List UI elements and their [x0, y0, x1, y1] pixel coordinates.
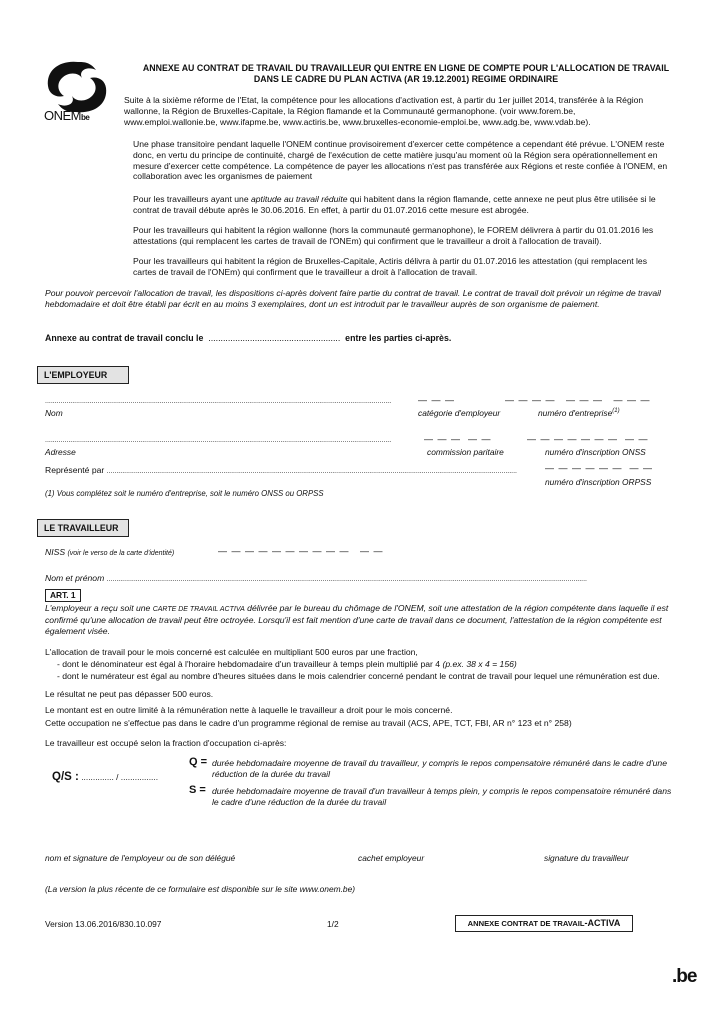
- q-definition: durée hebdomadaire moyenne de travail du travailleur, y compris le repos compensatoire rémunéré dans le cadre d'une réduction de la durée du travail: [212, 758, 667, 779]
- title-line-1: ANNEXE AU CONTRAT DE TRAVAIL DU TRAVAILLEUR QUI ENTRE EN LIGNE DE COMPTE POUR L'ALLOCATION DE TRAVAIL: [142, 63, 670, 73]
- annexe-date-line: Annexe au contrat de travail conclu le ...................................................... entre les parties ci-après.: [45, 333, 452, 343]
- cachet-employeur-label: cachet employeur: [358, 853, 425, 863]
- version-note: (La version la plus récente de ce formulaire est disponible sur le site www.onem.be): [45, 884, 356, 894]
- travailleur-heading: LE TRAVAILLEUR: [37, 519, 129, 537]
- numero-onss-field[interactable]: — — — — — — — — —: [527, 434, 649, 444]
- numero-orpss-field[interactable]: — — — — — — — —: [545, 463, 654, 473]
- art1-paragraph-2: L'allocation de travail pour le mois concerné est calculée en multipliant 500 euros par une fraction,: [45, 647, 418, 657]
- title-line-2: DANS LE CADRE DU PLAN ACTIVA (AR 19.12.2001) REGIME ORDINAIRE: [253, 73, 559, 84]
- form-reference-box: ANNEXE CONTRAT DE TRAVAIL-ACTIVA: [455, 915, 633, 932]
- art1-bullet-1: - dont le dénominateur est égal à l'horaire hebdomadaire d'un travailleur à temps plein multiplié par 4 (p.ex. 38 x 4 = 156): [57, 659, 517, 669]
- onss-label: numéro d'inscription ONSS: [545, 447, 646, 457]
- art1-heading: ART. 1: [45, 589, 81, 602]
- represente-par-line: Représenté par ...................................................................................................................................................................................................................: [45, 465, 517, 475]
- commission-label: commission paritaire: [427, 447, 504, 457]
- art1-paragraph-3: Le résultat ne peut pas dépasser 500 euros.: [45, 689, 214, 699]
- employeur-heading: L'EMPLOYEUR: [37, 366, 129, 384]
- onem-logo-text: ONEMbe: [44, 108, 90, 123]
- intro-paragraph-1: Suite à la sixième réforme de l'Etat, la compétence pour les allocations d'activation est, à partir du 1er juillet 2014, transférée à la Région wallonne, la Région de Bruxelles-Capitale, la Région flamande et la Communauté germanophone. (voir www.forem.be, www.emploi.wallonie.be, www.ifapme.be, www.actiris.be, www.bruxelles-economie-emploi.be, www.adg.be, www.vdab.be).: [124, 95, 644, 127]
- categorie-label: catégorie d'employeur: [418, 408, 501, 418]
- nom-prenom-field[interactable]: .......................................................................................................................................................................................................................................................: [106, 576, 587, 583]
- numero-entreprise-label: numéro d'entreprise$^{(1)}$: [538, 408, 620, 418]
- intro-paragraph-4: Pour les travailleurs qui habitent la région wallonne (hors la communauté germanophone), le FOREM délivrera à partir du 01.01.2016 les attestations (qui remplacent les cartes de travail de l'ONEm) qui confirment que le travailleur a droit à l'allocation de travail).: [133, 225, 654, 246]
- intro-paragraph-3: Pour les travailleurs ayant une aptitude au travail réduite qui habitent dans la région flamande, cette annexe ne peut plus être utilisée si le contrat de travail débute après le 30.06.2016. En effet, à partir du 01.07.2016 cette mesure est abrogée.: [133, 194, 656, 215]
- art1-paragraph-6: Le travailleur est occupé selon la fraction d'occupation ci-après:: [45, 738, 287, 748]
- commission-paritaire-field[interactable]: — — — — —: [424, 434, 492, 444]
- represente-par-field[interactable]: ...................................................................................................................................................................................................................: [106, 468, 517, 475]
- nom-label: Nom: [45, 408, 63, 418]
- art1-paragraph-4: Le montant est en outre limité à la rémunération nette à laquelle le travailleur a droit pour le mois concerné.: [45, 705, 453, 715]
- annexe-date-field[interactable]: ......................................................: [208, 333, 341, 343]
- nom-prenom-line: Nom et prénom .......................................................................................................................................................................................................................................................: [45, 573, 587, 583]
- intro-paragraph-6: Pour pouvoir percevoir l'allocation de travail, les dispositions ci-après doivent faire partie du contrat de travail. Le contrat de travail doit prévoir un régime de travail hebdomadaire et doit être établi par écrit en au moins 3 exemplaires, dont un est introduit par le travailleur auprès de son organisme de paiement.: [45, 288, 661, 309]
- signature-travailleur-label: signature du travailleur: [544, 853, 629, 863]
- s-definition: durée hebdomadaire moyenne de travail d'un travailleur à temps plein, y compris le repos compensatoire rémunéré dans le cadre d'une réduction de la durée du travail: [212, 786, 672, 807]
- page-number: 1/2: [327, 919, 339, 929]
- adresse-label: Adresse: [45, 447, 76, 457]
- intro-paragraph-5: Pour les travailleurs qui habitent la région de Bruxelles-Capitale, Actiris délivra à partir du 01.07.2016 les attestation (qui remplacent les cartes de travail de l'ONEm) qui confirment que le travailleur a droit à l'allocation de travail.: [133, 256, 647, 277]
- document-title: [122, 63, 690, 84]
- employeur-footnote: (1) Vous complétez soit le numéro d'entreprise, soit le numéro ONSS ou ORPSS: [45, 489, 324, 498]
- qs-fraction-field[interactable]: .............. / ................: [81, 772, 159, 782]
- onem-logo: [38, 58, 116, 124]
- qs-fraction: Q/S : .............. / ................: [52, 771, 159, 783]
- signature-employeur-label: nom et signature de l'employeur ou de son délégué: [45, 853, 236, 863]
- s-label: S =: [189, 784, 206, 796]
- adresse-employeur-field[interactable]: ..................................................................................................................................................................................: [45, 437, 392, 444]
- intro-paragraph-2: Une phase transitoire pendant laquelle l'ONEM continue provisoirement d'exercer cette compétence a cependant été prévue. L'ONEM reste donc, en vertu du principe de continuité, chargé de l'exécution de cette matière jusqu'au moment où la Région sera opérationnellement en mesure d'exercer cette compétence. La compétence de payer les allocations n'est pas transférée aux Régions et reste confiée à l'ONEM, en collaboration avec les organismes de paiement: [133, 139, 668, 182]
- orpss-label: numéro d'inscription ORPSS: [545, 477, 652, 487]
- categorie-employeur-field[interactable]: — — —: [418, 395, 456, 405]
- art1-paragraph-5: Cette occupation ne s'effectue pas dans le cadre d'un programme régional de remise au travail (ACS, APE, TCT, FBI, AR n° 123 et n° 258): [45, 718, 572, 728]
- numero-entreprise-field[interactable]: — — — — — — — — — —: [505, 395, 651, 405]
- q-label: Q =: [189, 756, 208, 768]
- nom-employeur-field[interactable]: ..................................................................................................................................................................................: [45, 398, 392, 405]
- art1-paragraph-1: L'employeur a reçu soit une CARTE DE TRAVAIL ACTIVA délivrée par le bureau du chômage de l'ONEM, soit une attestation de la région compétente dans laquelle il est confirmé qu'une allocation de travail peut être octroyée. Lorsqu'il est fait mention d'une carte de travail dans ce document, l'attestation de la région compétente est également visée.: [45, 603, 669, 636]
- niss-field[interactable]: — — — — — — — — — — — —: [218, 546, 384, 556]
- be-logo: .be: [672, 966, 697, 987]
- niss-line: NISS (voir le verso de la carte d'identité): [45, 547, 175, 557]
- art1-bullet-2: - dont le numérateur est égal au nombre d'heures situées dans le mois calendrier concerné pendant le contrat de travail pour lequel une rémunération est due.: [57, 671, 660, 681]
- version-number: Version 13.06.2016/830.10.097: [45, 919, 162, 929]
